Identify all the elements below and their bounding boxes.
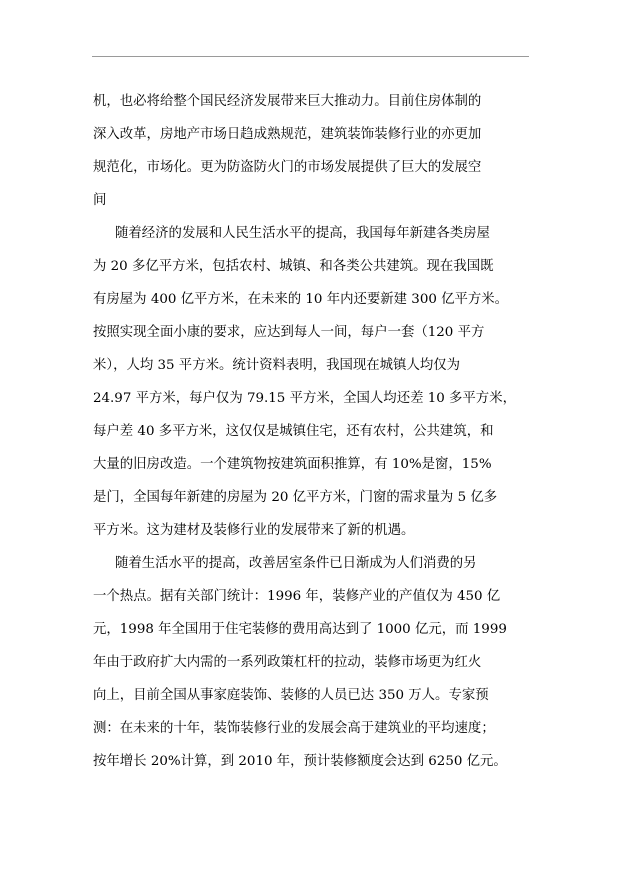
paragraph-2-line-2: 为 20 多亿平方米，包括农村、城镇、和各类公共建筑。现在我国既 [93,259,494,274]
paragraph-3-line-2: 一个热点。据有关部门统计：1996 年，装修产业的产值仅为 450 亿 [93,589,501,604]
paragraph-2-line-6: 24.97 平方米，每户仅为 79.15 平方米，全国人均还差 10 多平方米， [93,391,516,406]
paragraph-2-line-9: 是门，全国每年新建的房屋为 20 亿平方米，门窗的需求量为 5 亿多 [93,490,498,505]
paragraph-3-line-4: 年由于政府扩大内需的一系列政策杠杆的拉动，装修市场更为红火 [93,655,482,670]
paragraph-2-line-5: 米），人均 35 平方米。统计资料表明，我国现在城镇人均仅为 [93,358,461,373]
paragraph-2-line-4: 按照实现全面小康的要求，应达到每人一间，每户一套（120 平方 [93,325,485,340]
paragraph-3-line-1: 随着生活水平的提高，改善居室条件已日渐成为人们消费的另 [115,556,477,571]
paragraph-1-line-3: 规范化，市场化。更为防盗防火门的市场发展提供了巨大的发展空 [93,160,482,175]
paragraph-2-line-3: 有房屋为 400 亿平方米，在未来的 10 年内还要新建 300 亿平方米。 [93,292,509,307]
paragraph-1-line-4: 间 [93,193,107,208]
paragraph-2-line-1: 随着经济的发展和人民生活水平的提高，我国每年新建各类房屋 [115,226,490,241]
paragraph-3-line-5: 向上，目前全国从事家庭装饰、装修的人员已达 350 万人。专家预 [93,688,489,703]
paragraph-1-line-2: 深入改革，房地产市场日趋成熟规范，建筑装饰装修行业的亦更加 [93,127,482,142]
paragraph-2-line-10: 平方米。这为建材及装修行业的发展带来了新的机遇。 [93,523,415,538]
paragraph-3-line-3: 元，1998 年全国用于住宅装修的费用高达到了 1000 亿元，而 1999 [93,622,507,637]
paragraph-2-line-8: 大量的旧房改造。一个建筑物按建筑面积推算，有 10%是窗，15% [93,457,492,472]
paragraph-2-line-7: 每户差 40 多平方米，这仅仅是城镇住宅，还有农村，公共建筑，和 [93,424,494,439]
header-rule [92,56,529,57]
paragraph-1-line-1: 机，也必将给整个国民经济发展带来巨大推动力。目前住房体制的 [93,94,482,109]
paragraph-3-line-6: 测：在未来的十年，装饰装修行业的发展会高于建筑业的平均速度； [93,721,495,736]
paragraph-3-line-7: 按年增长 20%计算，到 2010 年，预计装修额度会达到 6250 亿元。 [93,754,507,769]
